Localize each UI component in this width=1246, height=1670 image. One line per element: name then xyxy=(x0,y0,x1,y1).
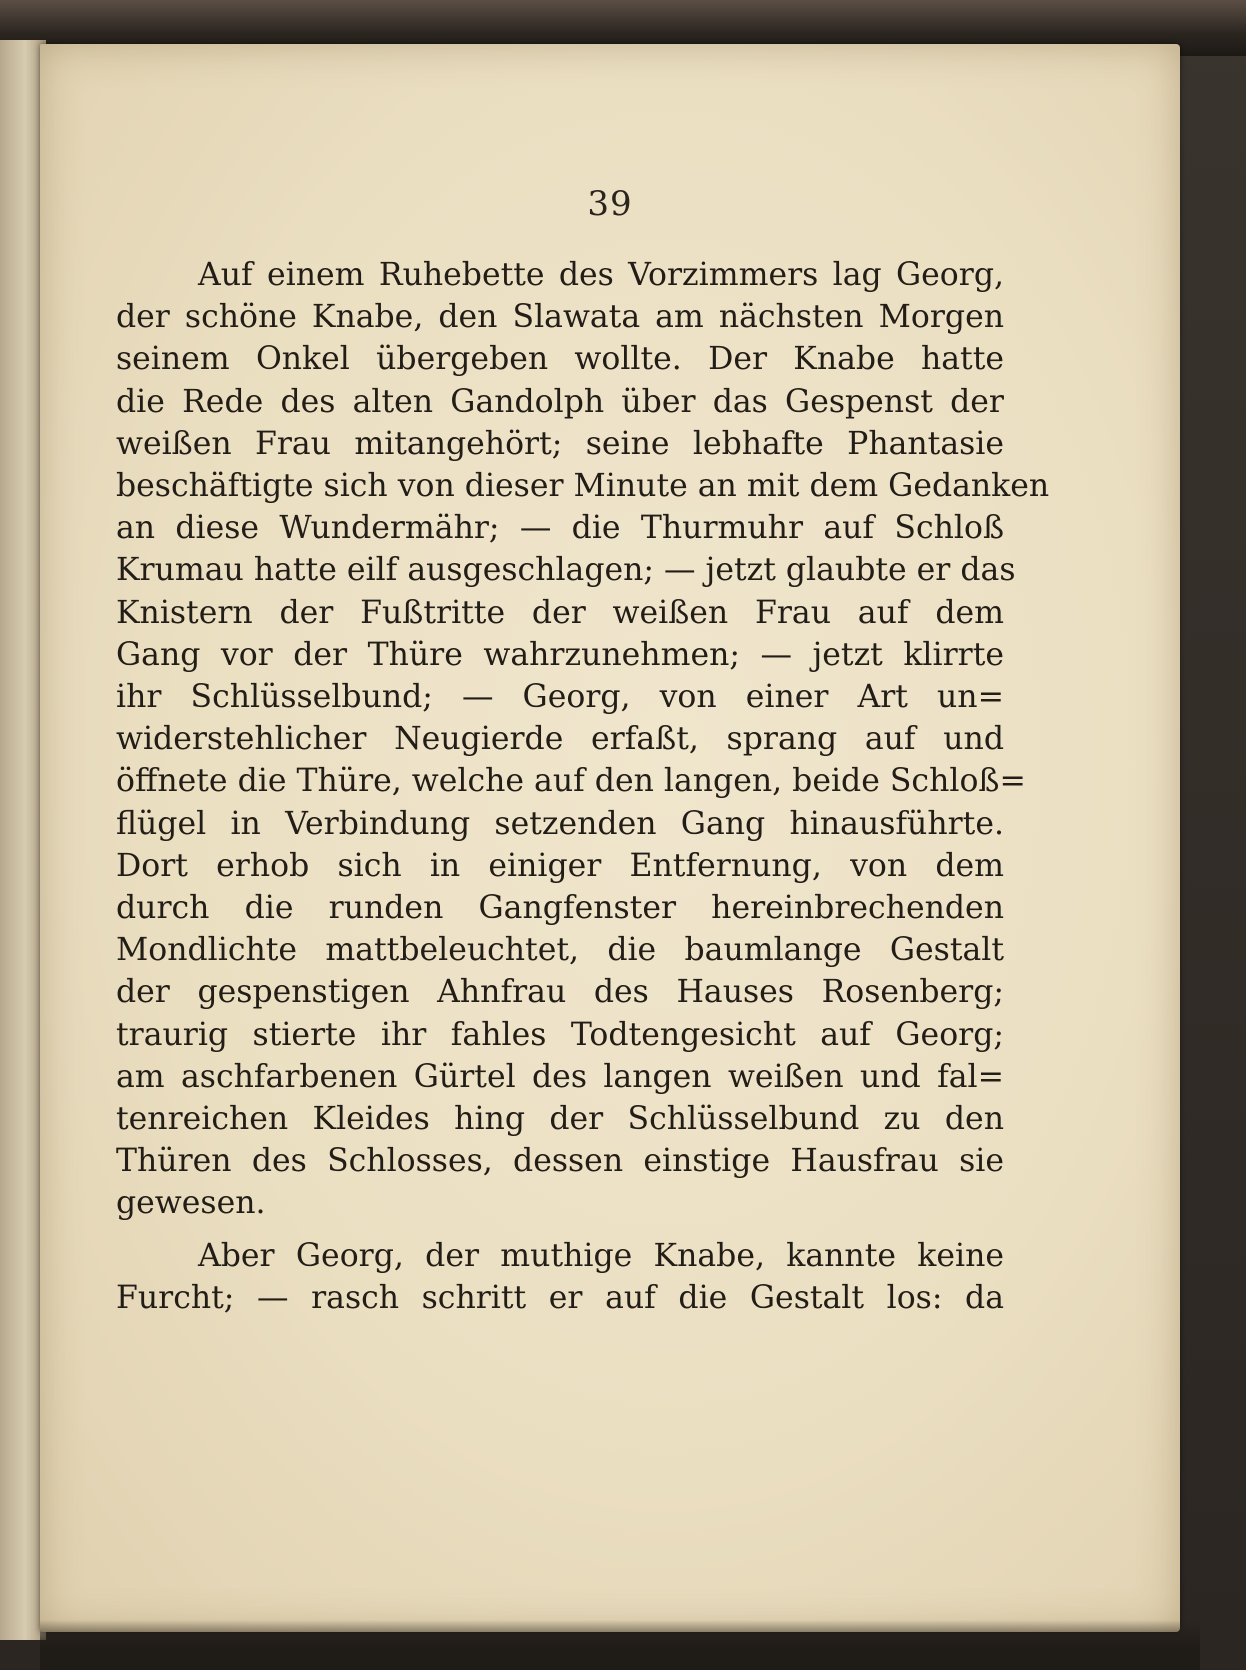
text-line: der schöne Knabe, den Slawata am nächsten Morgen xyxy=(116,299,1004,336)
text-line: ihr Schlüsselbund; — Georg, von einer Art un= xyxy=(116,679,1004,716)
text-line: Mondlichte mattbeleuchtet, die baumlange Gestalt xyxy=(116,932,1004,969)
page-bottom-shadow xyxy=(40,1620,1200,1670)
text-line: an diese Wundermähr; — die Thurmuhr auf Schloß xyxy=(116,510,1004,547)
text-line: flügel in Verbindung setzenden Gang hinausführte. xyxy=(116,805,1004,842)
text-line: gewesen. xyxy=(116,1185,266,1222)
text-line: Krumau hatte eilf ausgeschlagen; — jetzt glaubte er das xyxy=(116,552,1016,589)
text-line: der gespenstigen Ahnfrau des Hauses Rosenberg; xyxy=(116,974,1004,1011)
text-line: öffnete die Thüre, welche auf den langen, beide Schloß= xyxy=(116,763,1026,800)
text-line: tenreichen Kleides hing der Schlüsselbund zu den xyxy=(116,1101,1004,1138)
text-line: durch die runden Gangfenster hereinbrechenden xyxy=(116,890,1004,927)
text-line: Knistern der Fußtritte der weißen Frau auf dem xyxy=(116,594,1004,631)
paragraph-gap xyxy=(116,1225,1004,1235)
text-line: beschäftigte sich von dieser Minute an mit dem Gedanken xyxy=(116,468,1050,505)
text-line: Gang vor der Thüre wahrzunehmen; — jetzt klirrte xyxy=(116,636,1004,673)
page-number: 39 xyxy=(587,184,633,224)
text-line: Aber Georg, der muthige Knabe, kannte keine xyxy=(198,1237,1004,1274)
text-line: Auf einem Ruhebette des Vorzimmers lag Georg, xyxy=(198,257,1004,293)
text-line: Furcht; — rasch schritt er auf die Gestalt los: da xyxy=(116,1279,1004,1316)
text-line: widerstehlicher Neugierde erfaßt, sprang auf und xyxy=(116,721,1004,758)
text-line: seinem Onkel übergeben wollte. Der Knabe hatte xyxy=(116,341,1004,378)
book-page xyxy=(40,44,1180,1632)
text-line: traurig stierte ihr fahles Todtengesicht auf Georg; xyxy=(116,1016,1004,1053)
text-line: Dort erhob sich in einiger Entfernung, von dem xyxy=(116,847,1004,884)
text-line: die Rede des alten Gandolph über das Gespenst der xyxy=(116,383,1004,420)
page-text xyxy=(116,254,1050,1319)
text-line: weißen Frau mitangehört; seine lebhafte Phantasie xyxy=(116,425,1004,462)
text-line: am aschfarbenen Gürtel des langen weißen und fal= xyxy=(116,1058,1004,1095)
text-line: Thüren des Schlosses, dessen einstige Hausfrau sie xyxy=(116,1143,1004,1180)
